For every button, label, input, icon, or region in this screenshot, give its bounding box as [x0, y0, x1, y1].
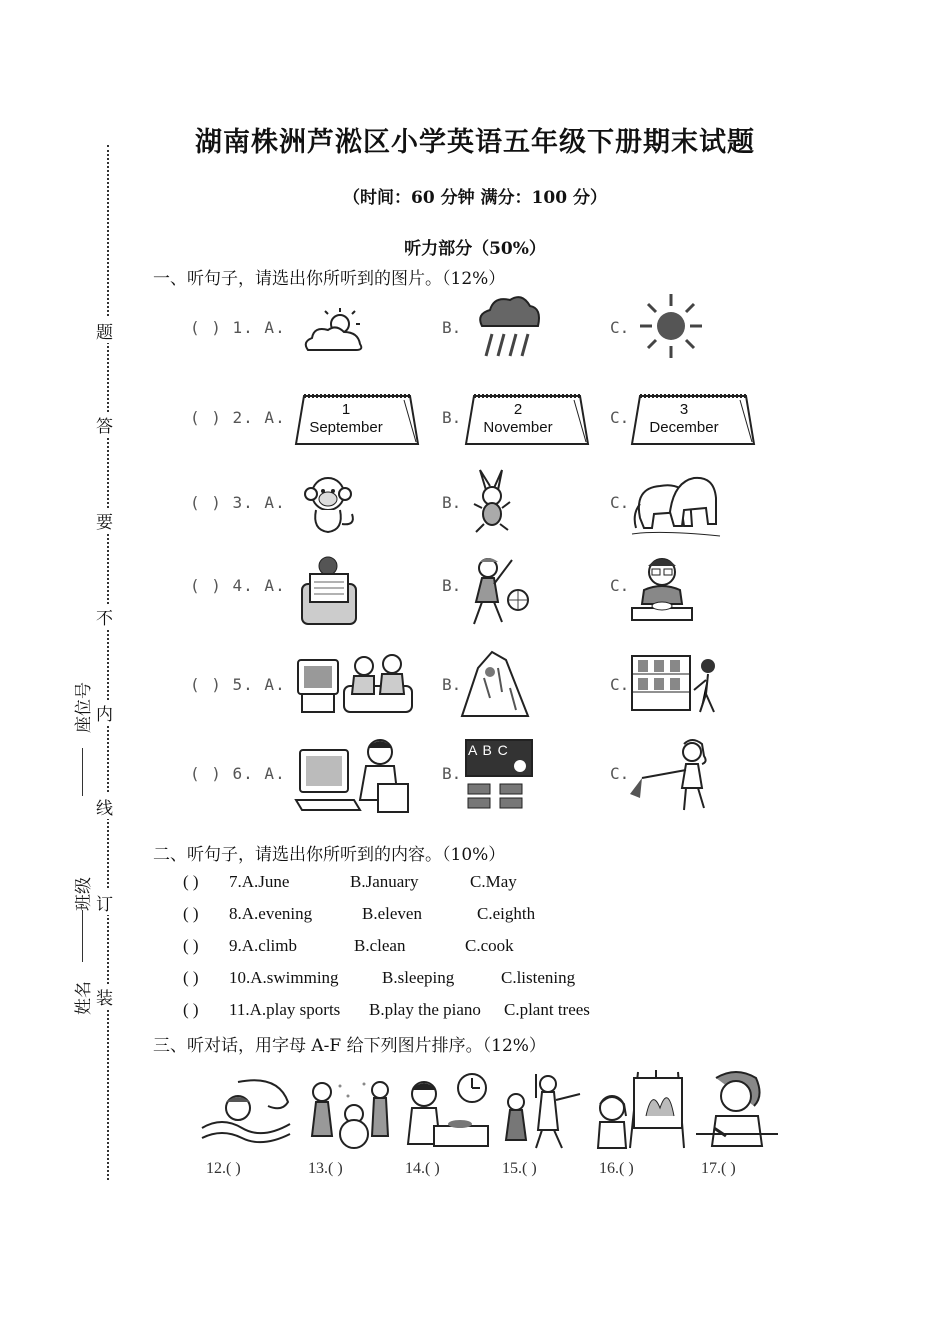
section1-heading: 一、听句子，请选出你所听到的图片。（12%） — [153, 269, 506, 289]
q3-option-c: C. — [610, 493, 630, 512]
section3-heading: 三、听对话，用字母 A-F 给下列图片排序。（12%） — [153, 1036, 546, 1056]
seat-number-field[interactable]: 座位号 — [74, 682, 94, 733]
margin-word-2: 答 — [96, 412, 113, 437]
blackboard-abc: A B C — [468, 742, 509, 758]
sunny-icon — [638, 292, 704, 360]
q11-option-c: C.plant trees — [504, 1000, 590, 1019]
margin-word-6: 线 — [96, 794, 113, 819]
q3-option-b: B. — [442, 493, 462, 512]
calendar-december — [628, 392, 758, 448]
margin-word-5: 内 — [96, 700, 113, 725]
q9-option-c: C.cook — [465, 936, 514, 955]
q1-option-b: B. — [442, 318, 462, 337]
cloudy-icon — [300, 306, 368, 356]
cal2-month: November — [483, 419, 553, 436]
class-field[interactable]: 班级 — [74, 877, 94, 911]
q11-answer-paren[interactable]: ( ) — [183, 1000, 199, 1019]
computer-picture — [294, 734, 410, 814]
exam-time-score: （时间：60 分钟 满分：100 分） — [343, 188, 607, 208]
q10-option-c: C.listening — [501, 968, 576, 987]
q11-option-a: 11.A.play sports — [229, 1000, 341, 1019]
margin-word-3: 要 — [96, 508, 113, 533]
eating-clock-picture — [400, 1072, 492, 1150]
painting-picture — [594, 1068, 688, 1150]
q6-label: ( ) 6. A. — [190, 764, 286, 783]
q2-option-b: B. — [442, 408, 462, 427]
planting-picture — [496, 1070, 588, 1150]
elephants-picture — [630, 468, 722, 540]
q8-answer-paren[interactable]: ( ) — [183, 904, 199, 923]
section2-heading: 二、听句子，请选出你所听到的内容。（10%） — [153, 845, 506, 865]
q8-option-c: C.eighth — [477, 904, 536, 923]
rainy-icon — [476, 292, 542, 360]
q4-label: ( ) 4. A. — [190, 576, 286, 595]
q3-label: ( ) 3. A. — [190, 493, 286, 512]
q5-option-c: C. — [610, 675, 630, 694]
q10-option-a: 10.A.swimming — [229, 968, 339, 987]
q1-option-c: C. — [610, 318, 630, 337]
girl-cleaning-picture — [458, 554, 538, 630]
order-label-15[interactable]: 15.( ) — [502, 1160, 537, 1177]
classroom-picture — [464, 738, 534, 812]
margin-word-1: 题 — [96, 318, 113, 343]
q11-row — [183, 1000, 643, 1022]
q9-answer-paren[interactable]: ( ) — [183, 936, 199, 955]
rabbit-picture — [470, 468, 514, 536]
q4-option-b: B. — [442, 576, 462, 595]
q5-label: ( ) 5. A. — [190, 675, 286, 694]
q8-option-a: 8.A.evening — [229, 904, 313, 923]
page-title: 湖南株洲芦淞区小学英语五年级下册期末试题 — [195, 127, 755, 158]
cal3-day: 3 — [679, 401, 689, 418]
mountain-climbing-picture — [460, 648, 530, 718]
q5-option-b: B. — [442, 675, 462, 694]
order-label-16[interactable]: 16.( ) — [599, 1160, 634, 1177]
calendar-november — [462, 392, 592, 448]
margin-word-7: 订 — [96, 890, 113, 915]
margin-word-4: 不 — [96, 604, 113, 629]
q9-option-b: B.clean — [354, 936, 406, 955]
q2-label: ( ) 2. A. — [190, 408, 286, 427]
q6-option-c: C. — [610, 764, 630, 783]
swimming-picture — [198, 1072, 294, 1150]
listening-heading: 听力部分（50%） — [404, 239, 546, 259]
snowman-picture — [304, 1076, 392, 1150]
cal1-day: 1 — [341, 401, 351, 418]
q7-option-a: 7.A.June — [229, 872, 290, 891]
q9-row — [183, 936, 643, 958]
q7-row — [183, 872, 643, 894]
q7-answer-paren[interactable]: ( ) — [183, 872, 199, 891]
q6-option-b: B. — [442, 764, 462, 783]
q8-row — [183, 904, 643, 926]
watching-tv-picture — [294, 650, 416, 716]
q7-option-b: B.January — [350, 872, 419, 891]
q10-row — [183, 968, 643, 990]
binding-dotted-line — [107, 145, 109, 1180]
q7-option-c: C.May — [470, 872, 517, 891]
shopping-picture — [628, 652, 722, 716]
q11-option-b: B.play the piano — [369, 1000, 481, 1019]
q9-option-a: 9.A.climb — [229, 936, 297, 955]
seat-underline — [82, 748, 83, 796]
girl-sweeping-picture — [626, 736, 718, 812]
q10-answer-paren[interactable]: ( ) — [183, 968, 199, 987]
order-label-12[interactable]: 12.( ) — [206, 1160, 241, 1177]
q1-label: ( ) 1. A. — [190, 318, 286, 337]
margin-word-8: 装 — [96, 984, 113, 1009]
name-field[interactable]: 姓名 — [74, 981, 94, 1015]
q2-option-c: C. — [610, 408, 630, 427]
reading-newspaper-picture — [298, 554, 360, 628]
calendar-september — [292, 392, 422, 448]
q4-option-c: C. — [610, 576, 630, 595]
boy-eating-picture — [630, 552, 694, 624]
q10-option-b: B.sleeping — [382, 968, 455, 987]
cal3-month: December — [649, 419, 719, 436]
cal1-month: September — [309, 419, 383, 436]
cal2-day: 2 — [513, 401, 523, 418]
q8-option-b: B.eleven — [362, 904, 422, 923]
order-label-14[interactable]: 14.( ) — [405, 1160, 440, 1177]
order-label-13[interactable]: 13.( ) — [308, 1160, 343, 1177]
monkey-picture — [298, 474, 358, 536]
order-label-17[interactable]: 17.( ) — [701, 1160, 736, 1177]
writing-picture — [692, 1066, 782, 1150]
